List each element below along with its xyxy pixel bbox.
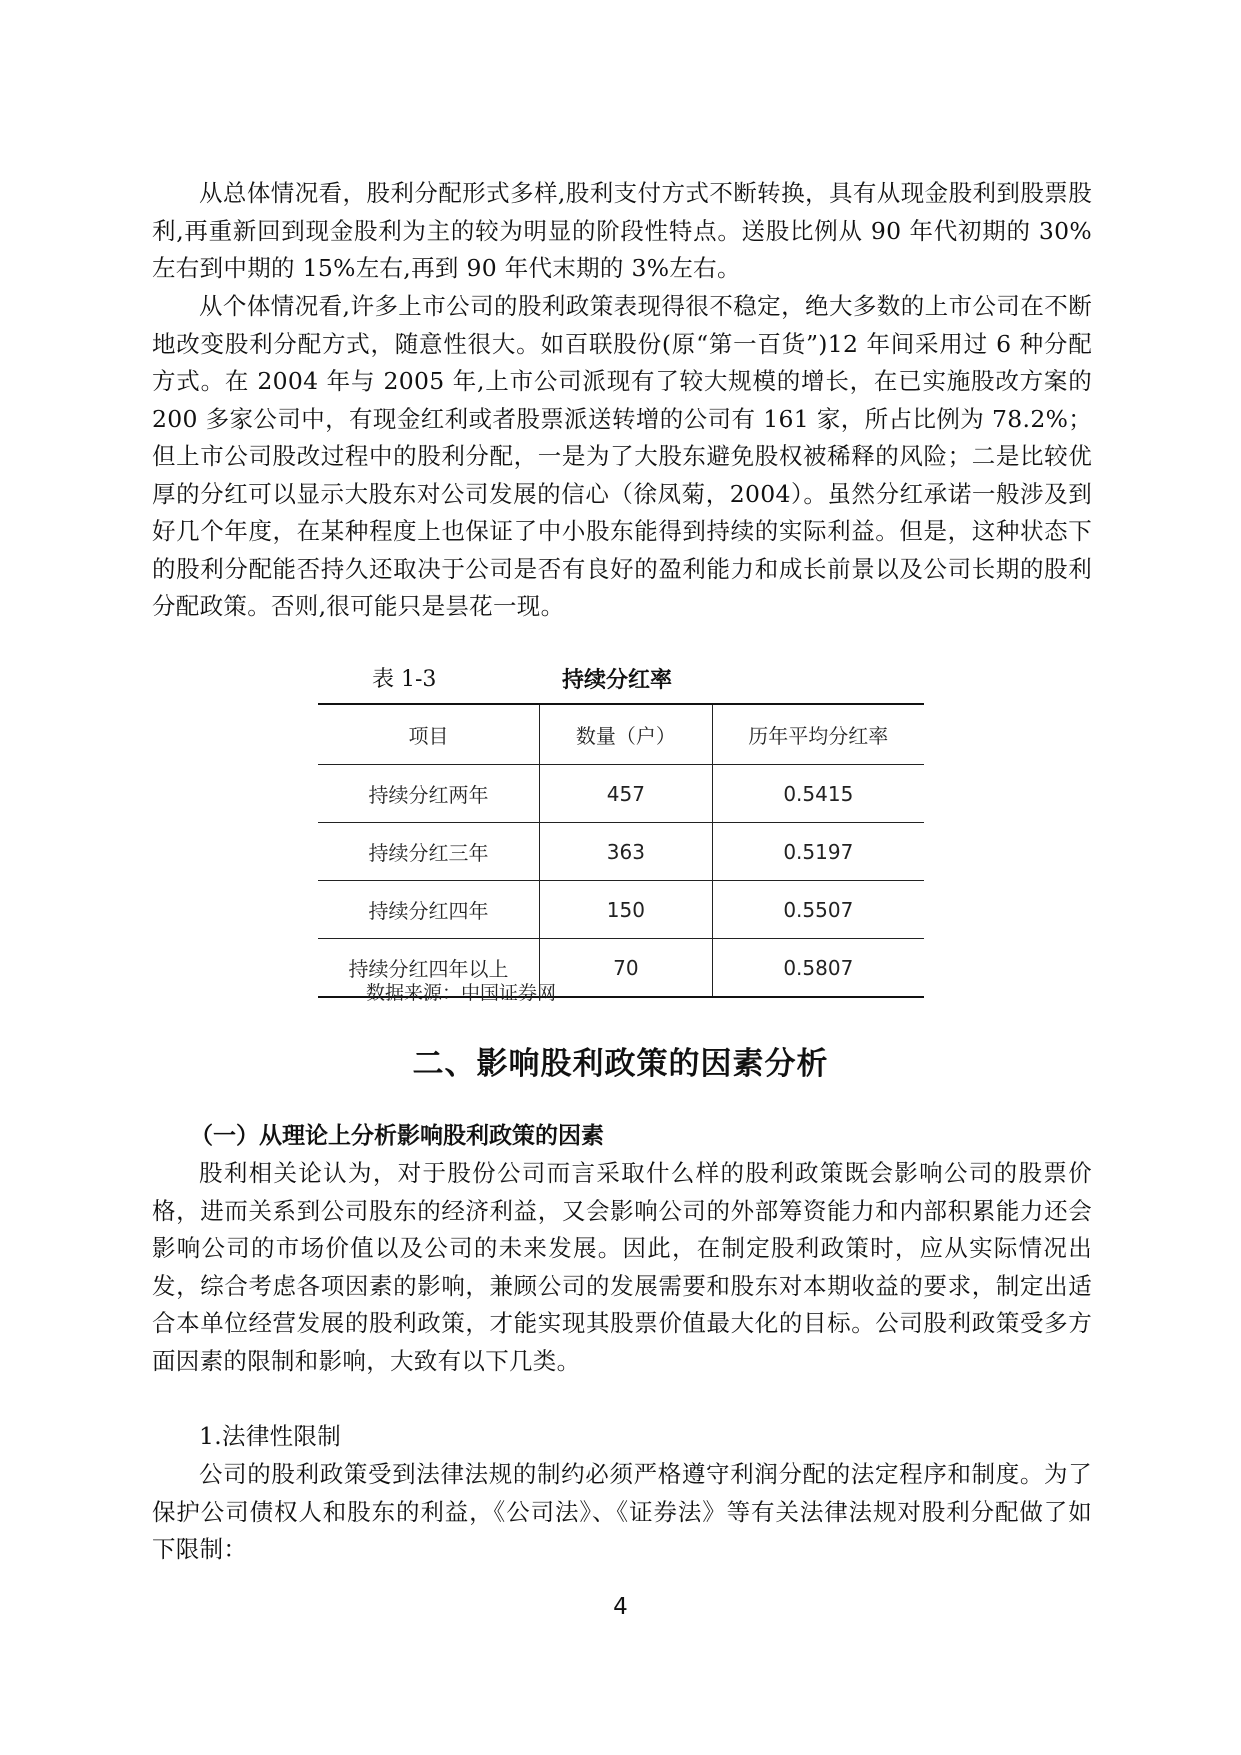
- subsection-heading: （一）从理论上分析影响股利政策的因素: [190, 1123, 604, 1149]
- cell-rate: 0.5807: [712, 939, 924, 998]
- table-header-row: [318, 704, 924, 765]
- paragraph-legal-limits: 公司的股利政策受到法律法规的制约必须严格遵守利润分配的法定程序和制度。为了保护公司债权人和股东的利益，《公司法》、《证券法》等有关法律法规对股利分配做了如下限制：: [152, 1460, 1092, 1563]
- cell-count: 150: [540, 881, 713, 939]
- cell-count: 70: [540, 939, 713, 998]
- table-number: 表 1-3: [372, 667, 437, 692]
- list-heading-legal-limits: 1.法律性限制: [199, 1422, 342, 1450]
- cell-count: 457: [540, 765, 713, 823]
- cell-rate: 0.5415: [712, 765, 924, 823]
- cell-count: 363: [540, 823, 713, 881]
- cell-item: 持续分红四年以上: [318, 939, 540, 998]
- cell-item: 持续分红两年: [318, 765, 540, 823]
- table-row: [318, 765, 924, 823]
- header-count: 数量（户）: [540, 704, 713, 765]
- paragraph-dividend-theory: 股利相关论认为，对于股份公司而言采取什么样的股利政策既会影响公司的股票价格，进而关系到公司股东的经济利益，又会影响公司的外部筹资能力和内部积累能力还会影响公司的市场价值以及公司的未来发展。因此，在制定股利政策时，应从实际情况出发，综合考虑各项因素的影响，兼顾公司的发展需要和股东对本期收益的要求，制定出适合本单位经营发展的股利政策，才能实现其股票价值最大化的目标。公司股利政策受多方面因素的限制和影响，大致有以下几类。: [152, 1159, 1092, 1375]
- table-row: [318, 881, 924, 939]
- section-heading: 二、影响股利政策的因素分析: [412, 1046, 829, 1082]
- table-row: [318, 823, 924, 881]
- table-title: 持续分红率: [562, 667, 673, 693]
- cell-rate: 0.5197: [712, 823, 924, 881]
- cell-item: 持续分红三年: [318, 823, 540, 881]
- cell-item: 持续分红四年: [318, 881, 540, 939]
- cell-rate: 0.5507: [712, 881, 924, 939]
- header-rate: 历年平均分红率: [712, 704, 924, 765]
- paragraph-overall: 从总体情况看，股利分配形式多样,股利支付方式不断转换，具有从现金股利到股票股利,再重新回到现金股利为主的较为明显的阶段性特点。送股比例从 90 年代初期的 30%左右到中期的 15%左右,再到 90 年代末期的 3%左右。: [152, 179, 1092, 282]
- dividend-table: [318, 703, 924, 998]
- page-number: 4: [613, 1594, 628, 1620]
- table-source: 数据来源：中国证券网: [366, 982, 557, 1004]
- header-item: 项目: [318, 704, 540, 765]
- paragraph-individual: 从个体情况看,许多上市公司的股利政策表现得很不稳定，绝大多数的上市公司在不断地改变股利分配方式，随意性很大。如百联股份(原“第一百货”)12 年间采用过 6 种分配方式。在 2004 年与 2005 年,上市公司派现有了较大规模的增长，在已实施股改方案的 200 多家公司中，有现金红利或者股票派送转增的公司有 161 家，所占比例为 78.2%；但上市公司股改过程中的股利分配，一是为了大股东避免股权被稀释的风险；二是比较优厚的分红可以显示大股东对公司发展的信心（徐凤菊，2004）。虽然分红承诺一般涉及到好几个年度，在某种程度上也保证了中小股东能得到持续的实际利益。但是，这种状态下的股利分配能否持久还取决于公司是否有良好的盈利能力和成长前景以及公司长期的股利分配政策。否则,很可能只是昙花一现。: [152, 292, 1092, 620]
